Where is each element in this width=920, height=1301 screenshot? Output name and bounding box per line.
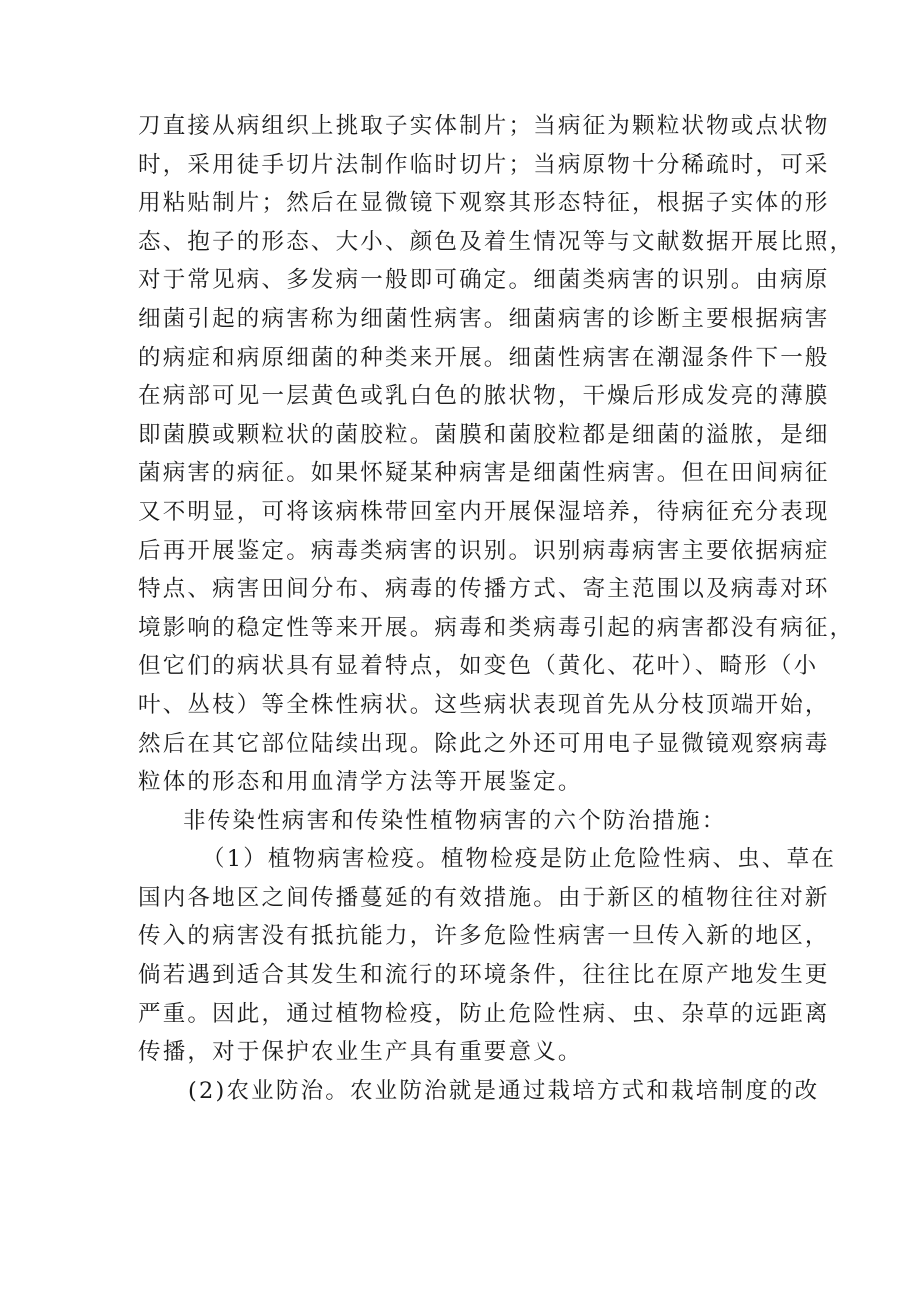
text-line: 特点、病害田间分布、病毒的传播方式、寄主范围以及病毒对环: [138, 576, 830, 603]
document-body: [138, 107, 855, 1110]
section-heading: 非传染性病害和传染性植物病害的六个防治措施：: [183, 807, 727, 834]
text-line: 倘若遇到适合其发生和流行的环境条件，往往比在原产地发生更: [138, 962, 830, 989]
text-line: 严重。因此，通过植物检疫，防止危险性病、虫、杂草的远距离: [138, 1000, 830, 1027]
list-item-1-first-line: （1）植物病害检疫。植物检疫是防止危险性病、虫、草在: [202, 846, 837, 873]
text-line: 又不明显，可将该病株带回室内开展保湿培养，待病征充分表现: [138, 498, 830, 525]
text-line: 粒体的形态和用血清学方法等开展鉴定。: [138, 769, 583, 796]
text-line: 国内各地区之间传播蔓延的有效措施。由于新区的植物往往对新: [138, 884, 830, 911]
text-line: 的病症和病原细菌的种类来开展。细菌性病害在潮湿条件下一般: [138, 344, 830, 371]
text-line: 时，采用徒手切片法制作临时切片；当病原物十分稀疏时，可采: [138, 151, 830, 178]
text-line: 态、抱子的形态、大小、颜色及着生情况等与文献数据开展比照，: [138, 228, 855, 255]
text-line: 用粘贴制片；然后在显微镜下观察其形态特征，根据子实体的形: [138, 190, 830, 217]
text-line: 细菌引起的病害称为细菌性病害。细菌病害的诊断主要根据病害: [138, 305, 830, 332]
text-line: 传播，对于保护农业生产具有重要意义。: [138, 1039, 583, 1066]
text-line: 传入的病害没有抵抗能力，许多危险性病害一旦传入新的地区，: [138, 923, 830, 950]
text-line: 后再开展鉴定。病毒类病害的识别。识别病毒病害主要依据病症: [138, 537, 830, 564]
text-line: 在病部可见一层黄色或乳白色的脓状物，干燥后形成发亮的薄膜: [138, 383, 830, 410]
text-line: 即菌膜或颗粒状的菌胶粒。菌膜和菌胶粒都是细菌的溢脓，是细: [138, 421, 830, 448]
text-line: 然后在其它部位陆续出现。除此之外还可用电子显微镜观察病毒: [138, 730, 830, 757]
text-line: 境影响的稳定性等来开展。病毒和类病毒引起的病害都没有病征，: [138, 614, 855, 641]
text-line: 菌病害的病征。如果怀疑某种病害是细菌性病害。但在田间病征: [138, 460, 830, 487]
text-line: 对于常见病、多发病一般即可确定。细菌类病害的识别。由病原: [138, 267, 830, 294]
text-line: 但它们的病状具有显着特点，如变色（黄化、花叶）、畸形（小: [138, 653, 819, 680]
list-item-2-first-line: (2)农业防治。农业防治就是通过栽培方式和栽培制度的改: [188, 1077, 820, 1104]
text-line: 刀直接从病组织上挑取子实体制片；当病征为颗粒状物或点状物: [138, 113, 830, 139]
text-line: 叶、丛枝）等全株性病状。这些病状表现首先从分枝顶端开始，: [138, 691, 830, 718]
